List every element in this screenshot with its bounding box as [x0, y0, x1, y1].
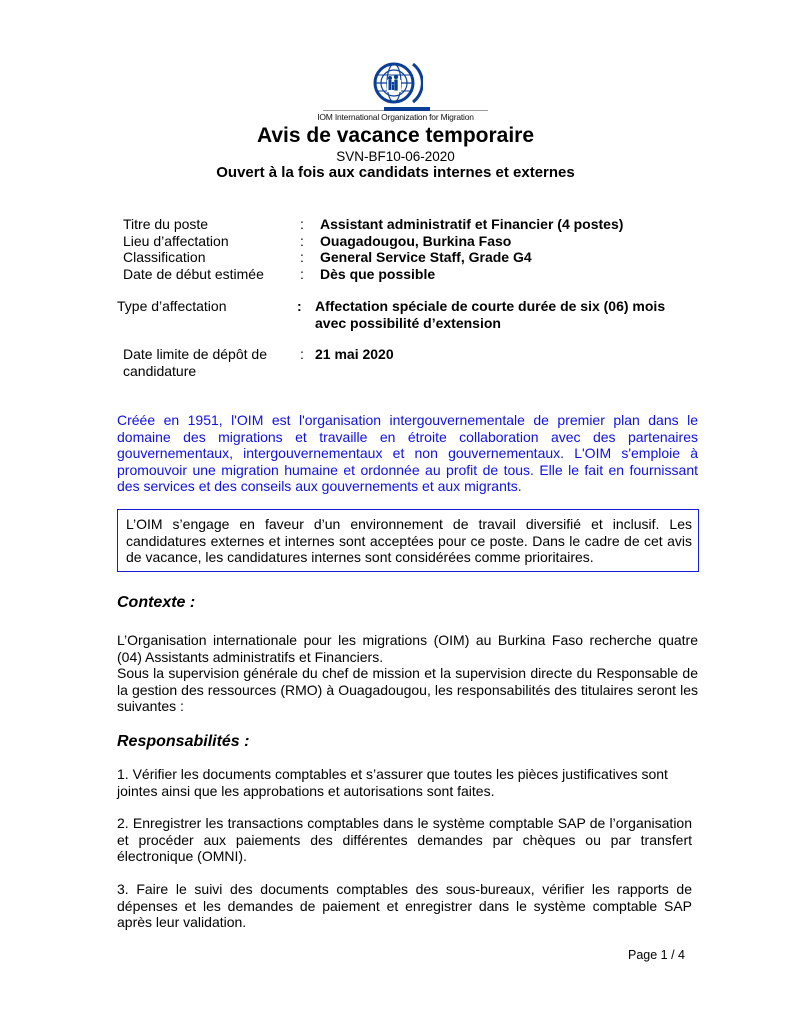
detail-label: Classification [123, 249, 206, 265]
page-title: Avis de vacance temporaire [256, 124, 535, 147]
detail-value: Assistant administratif et Financier (4 postes) [320, 216, 624, 232]
deadline-label-line1: Date limite de dépôt de [123, 346, 267, 362]
responsibility-item: 3. Faire le suivi des documents comptables des sous-bureaux, vérifier les rapports de dépenses et les demandes de paiement et enregistrer dans le système comptable SAP après leur validation. [117, 881, 692, 930]
detail-separator: : [300, 249, 304, 265]
diversity-statement-box: L’OIM s’engage en faveur d’un environnement de travail diversifié et inclusif. Les candidatures externes et internes sont acceptées pour ce poste. Dans le cadre de cet avis de vacance, les candidatures internes sont considérées comme prioritaires. [117, 509, 699, 572]
detail-label: Titre du poste [123, 216, 209, 232]
assignment-type-separator: : [297, 298, 302, 314]
context-paragraph-1: L’Organisation internationale pour les migrations (OIM) au Burkina Faso recherche quatre (04) Assistants administratifs et Financiers. [117, 632, 698, 665]
iom-globe-family-icon [369, 58, 423, 108]
assignment-type-value-line1: Affectation spéciale de courte durée de six (06) mois [315, 298, 666, 314]
detail-separator: : [300, 265, 304, 282]
detail-separator: : [300, 216, 304, 232]
deadline-label-line2: candidature [123, 362, 197, 379]
assignment-type-value-line2: avec possibilité d’extension [315, 314, 501, 331]
detail-label: Date de début estimée [123, 265, 264, 282]
detail-value: Ouagadougou, Burkina Faso [320, 232, 512, 249]
iom-intro-paragraph: Créée en 1951, l'OIM est l'organisation intergouvernementale de premier plan dans le domaine des migrations et travaille en étroite collaboration avec des partenaires gouvernementaux, intergouvernementaux et non gouvernementaux. L'OIM s'emploie à promouvoir une migration humaine et ordonnée au profit de tous. Elle le fait en fournissant des services et des conseils aux gouvernements et aux migrants. [117, 412, 698, 494]
iom-logo [0, 58, 791, 108]
detail-value: Dès que possible [320, 265, 436, 282]
logo-caption: IOM International Organization for Migration [317, 112, 474, 122]
deadline-value: 21 mai 2020 [315, 346, 394, 362]
detail-value: General Service Staff, Grade G4 [320, 249, 532, 265]
page-number: Page 1 / 4 [628, 948, 685, 962]
deadline-separator: : [300, 346, 304, 362]
deadline-row [123, 346, 683, 382]
responsibility-item: 1. Vérifier les documents comptables et s’assurer que toutes les pièces justificatives sont jointes ainsi que les approbations et autorisations sont faites. [117, 766, 668, 799]
assignment-type-row [117, 298, 697, 334]
context-paragraph-2: Sous la supervision générale du chef de mission et la supervision directe du Responsable de la gestion des ressources (RMO) à Ouagadougou, les responsabilités des titulaires seront les suivantes : [117, 665, 698, 714]
assignment-type-label: Type d’affectation [117, 298, 227, 314]
vacancy-reference: SVN-BF10-06-2020 [336, 149, 455, 164]
detail-label: Lieu d’affectation [123, 232, 229, 249]
details-table [123, 216, 683, 286]
page-subtitle: Ouvert à la fois aux candidats internes et externes [216, 164, 575, 181]
responsibility-item: 2. Enregistrer les transactions comptables dans le système comptable SAP de l’organisation et procéder aux paiements des différentes demandes par chèques ou par transfert électronique (OMNI). [117, 815, 692, 864]
context-heading: Contexte : [117, 594, 196, 611]
logo-accent-bar [384, 107, 430, 111]
responsibilities-heading: Responsabilités : [117, 733, 250, 750]
detail-separator: : [300, 232, 304, 249]
